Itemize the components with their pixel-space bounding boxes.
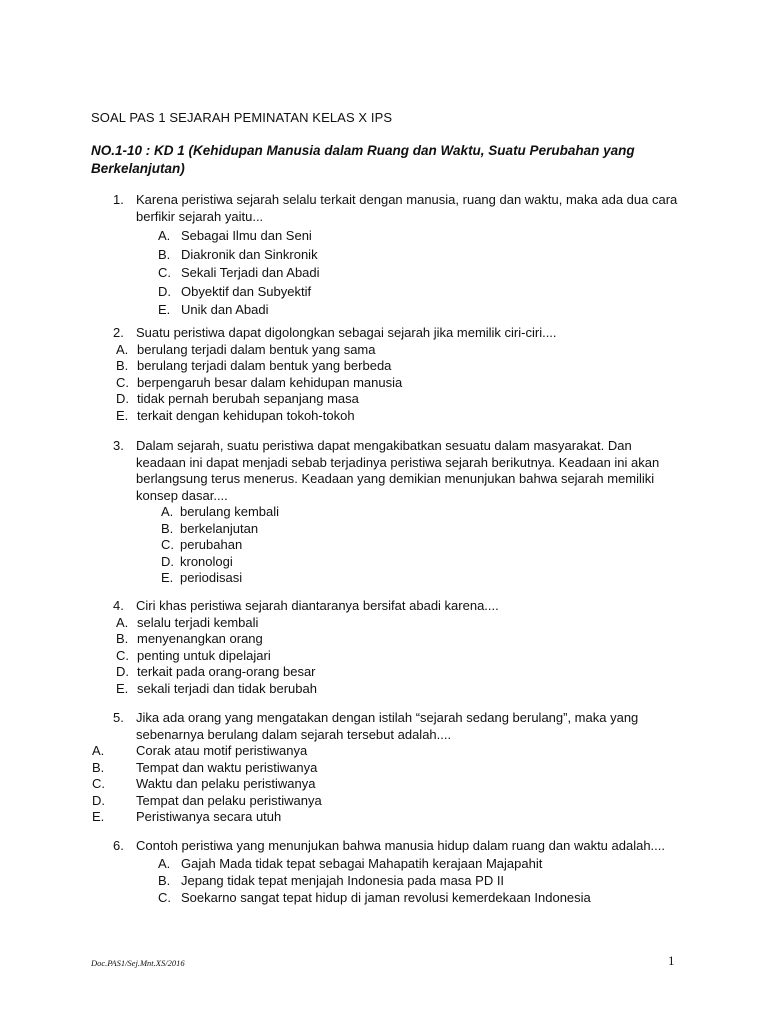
- option-a: A. Sebagai Ilmu dan Seni: [158, 228, 312, 243]
- option-c: C. berpengaruh besar dalam kehidupan manusia: [116, 374, 403, 390]
- option-a: A. Corak atau motif peristiwanya: [92, 743, 308, 758]
- option-c: C. Waktu dan pelaku peristiwanya: [92, 776, 316, 791]
- question-number: 1.: [113, 192, 124, 207]
- option-e: E. Unik dan Abadi: [158, 302, 269, 318]
- question-text: Ciri khas peristiwa sejarah diantaranya bersifat abadi karena....: [136, 598, 499, 613]
- question-2: [0, 325, 768, 424]
- option-b: B. berkelanjutan: [161, 520, 259, 536]
- question-text: Dalam sejarah, suatu peristiwa dapat mengakibatkan sesuatu dalam masyarakat. Dan keadaan ini dapat menjadi sebab terjadinya peristiwa sejarah berikutnya. Keadaan ini akan berlangsung terus menerus. Keadaan yang demikian menunjukan bahwa sejarah memiliki konsep dasar....: [136, 438, 660, 503]
- option-d: D. Tempat dan pelaku peristiwanya: [92, 792, 322, 808]
- question-4: [0, 598, 768, 697]
- question-6: [0, 838, 768, 906]
- option-d: D. terkait pada orang-orang besar: [116, 664, 316, 679]
- page-number: 1: [668, 953, 675, 968]
- option-a: A. selalu terjadi kembali: [116, 614, 259, 630]
- question-text: Jika ada orang yang mengatakan dengan istilah “sejarah sedang berulang”, maka yang sebenarnya berulang dalam sejarah tersebut adalah....: [136, 710, 639, 742]
- option-b: B. menyenangkan orang: [116, 631, 263, 646]
- question-text: Suatu peristiwa dapat digolongkan sebagai sejarah jika memilik ciri-ciri....: [136, 325, 557, 340]
- options-list: [0, 855, 768, 906]
- options-list: [0, 504, 768, 587]
- question-number: 3.: [113, 438, 124, 453]
- option-a: A. berulang kembali: [161, 504, 280, 519]
- option-e: E. terkait dengan kehidupan tokoh-tokoh: [116, 407, 355, 423]
- option-a: A. berulang terjadi dalam bentuk yang sama: [116, 341, 376, 357]
- question-3: [0, 438, 768, 587]
- options-list: [0, 342, 768, 425]
- option-c: C. penting untuk dipelajari: [116, 647, 271, 663]
- section-heading: NO.1-10 : KD 1 (Kehidupan Manusia dalam Ruang dan Waktu, Suatu Perubahan yang Berkelanjutan): [91, 143, 635, 176]
- question-number: 5.: [113, 710, 124, 725]
- option-e: E. periodisasi: [161, 570, 243, 585]
- option-d: D. Obyektif dan Subyektif: [158, 283, 312, 299]
- options-list: [0, 227, 768, 320]
- question-text: Contoh peristiwa yang menunjukan bahwa manusia hidup dalam ruang dan waktu adalah....: [136, 838, 666, 853]
- options-list: [0, 743, 768, 826]
- question-text: Karena peristiwa sejarah selalu terkait dengan manusia, ruang dan waktu, maka ada dua cara berfikir sejarah yaitu...: [136, 192, 678, 224]
- option-c: C. perubahan: [161, 537, 243, 552]
- option-b: B. Diakronik dan Sinkronik: [158, 246, 318, 262]
- option-a: A. Gajah Mada tidak tepat sebagai Mahapatih kerajaan Majapahit: [158, 855, 543, 871]
- footer-doc-code: Doc.PAS1/Sej.Mnt.XS/2016: [91, 958, 185, 968]
- option-c: C. Sekali Terjadi dan Abadi: [158, 265, 320, 281]
- question-number: 2.: [113, 325, 124, 340]
- option-e: E. sekali terjadi dan tidak berubah: [116, 680, 317, 696]
- option-d: D. kronologi: [161, 553, 233, 569]
- option-b: B. berulang terjadi dalam bentuk yang berbeda: [116, 358, 392, 373]
- option-e: E. Peristiwanya secara utuh: [92, 809, 282, 824]
- question-1: [0, 192, 768, 320]
- page-title: SOAL PAS 1 SEJARAH PEMINATAN KELAS X IPS: [91, 110, 393, 125]
- option-b: B. Tempat dan waktu peristiwanya: [92, 759, 318, 775]
- options-list: [0, 615, 768, 698]
- question-number: 4.: [113, 598, 124, 613]
- option-b: B. Jepang tidak tepat menjajah Indonesia pada masa PD II: [158, 872, 505, 888]
- option-d: D. tidak pernah berubah sepanjang masa: [116, 391, 359, 406]
- question-5: [0, 710, 768, 826]
- question-number: 6.: [113, 838, 124, 853]
- option-c: C. Soekarno sangat tepat hidup di jaman revolusi kemerdekaan Indonesia: [158, 889, 591, 905]
